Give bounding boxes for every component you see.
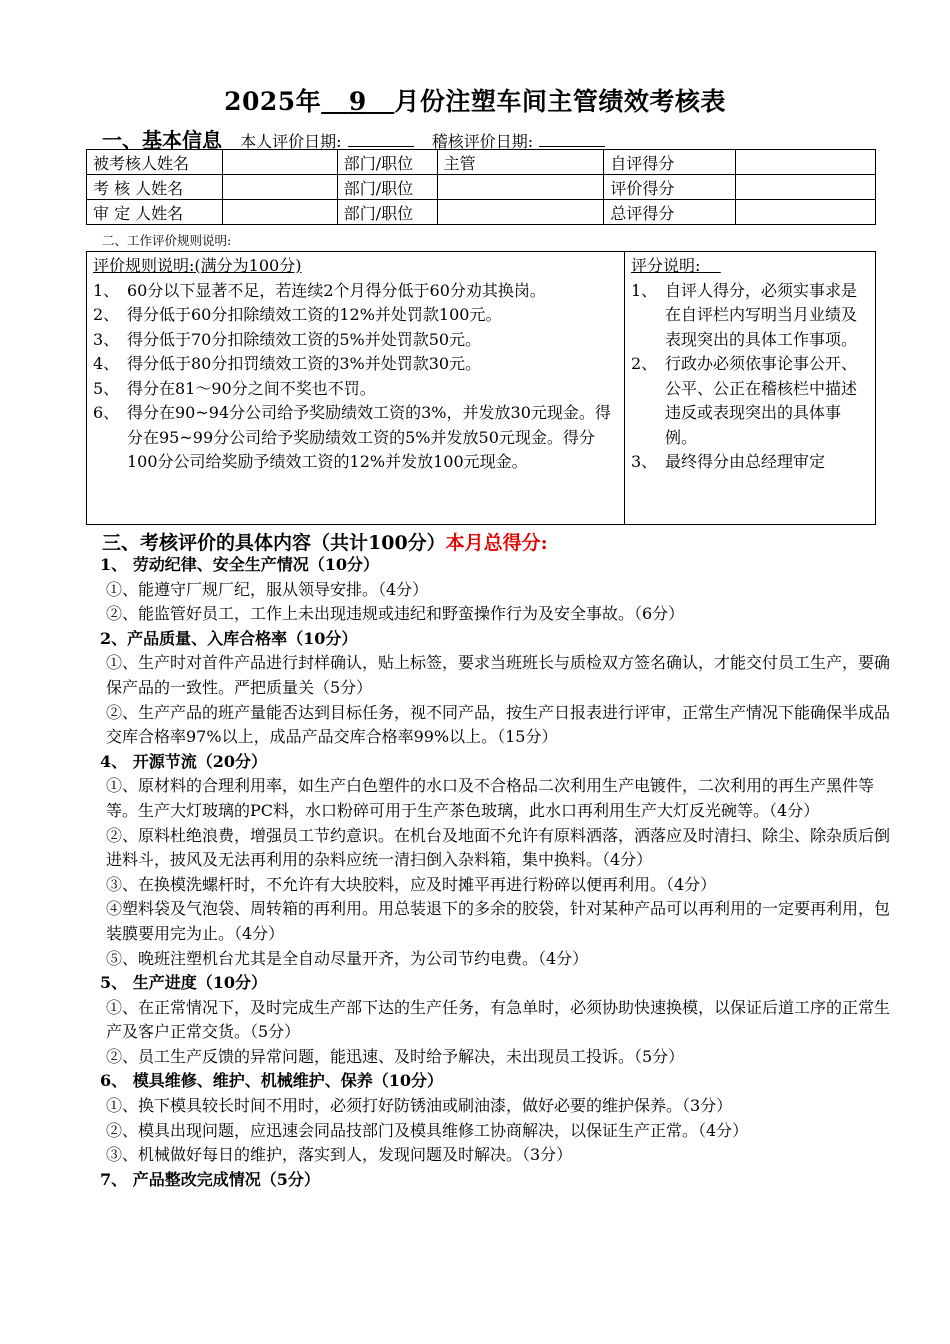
table-cell <box>736 150 876 175</box>
list-item <box>631 279 869 353</box>
title-prefix: 2025年 <box>224 87 322 116</box>
list-item-number: 2、 <box>93 305 120 324</box>
rules-title-row <box>93 254 618 279</box>
criteria-item: ④塑料袋及气泡袋、周转箱的再利用。用总装退下的多余的胶袋，针对某种产品可以再利用的一定要再利用，包装膜要用完为止。（4分） <box>106 899 891 943</box>
table-cell <box>437 175 604 200</box>
section3-heading: 三、考核评价的具体内容（共计100分） <box>102 532 446 554</box>
table-cell: 部门/职位 <box>337 150 437 175</box>
criteria-item: ①、能遵守厂规厂纪，服从领导安排。（4分） <box>106 579 429 599</box>
list-item <box>93 352 618 377</box>
list-item-text: 最终得分由总经理审定 <box>665 452 826 471</box>
table-cell <box>736 200 876 225</box>
criteria-item: ①、生产时对首件产品进行封样确认，贴上标签，要求当班班长与质检双方签名确认，才能交付员工生产，要确保产品的一致性。严把质量关（5分） <box>106 653 891 697</box>
list-item-text: 自评人得分，必须实事求是在自评栏内写明当月业绩及表现突出的具体工作事项。 <box>665 280 858 349</box>
list-item-number: 1、 <box>631 280 658 300</box>
list-item-text: 得分低于60分扣除绩效工资的12%并处罚款100元。 <box>127 305 502 324</box>
table-cell: 评价得分 <box>604 175 736 200</box>
criteria-heading: 1、 劳动纪律、安全生产情况（10分） <box>100 555 379 574</box>
table-cell: 自评得分 <box>604 150 736 175</box>
list-item-text: 行政办必须依事论事公开、公平、公正在稽核栏中描述违反或表现突出的具体事例。 <box>665 354 858 447</box>
list-item-text: 得分在90~94分公司给予奖励绩效工资的3%，并发放30元现金。得分在95~99分公司给予奖励绩效工资的5%并发放50元现金。得分100分公司给奖励予绩效工资的12%并发放100元现金。 <box>127 403 611 471</box>
scoring-title: 评分说明: <box>631 256 701 275</box>
list-item <box>93 328 618 353</box>
list-item-number: 5、 <box>93 378 120 398</box>
criteria-item: ②、生产产品的班产量能否达到目标任务，视不同产品，按生产日报表进行评审，正常生产情况下能确保半成品交库合格率97%以上，成品产品交库合格率99%以上。（15分） <box>106 702 891 747</box>
table-cell: 部门/职位 <box>337 175 437 200</box>
list-item <box>631 352 869 450</box>
table-cell: 考 核 人姓名 <box>87 175 223 200</box>
list-item-text: 得分在81～90分之间不奖也不罚。 <box>127 378 376 398</box>
criteria-item: ②、能监管好员工，工作上未出现违规或违纪和野蛮操作行为及安全事故。（6分） <box>106 604 685 624</box>
criteria-heading: 6、 模具维修、维护、机械维护、保养（10分） <box>100 1071 443 1091</box>
section3-heading-row <box>102 528 548 555</box>
audit-eval-date-label: 稽核评价日期: <box>431 132 534 151</box>
criteria-heading: 2、产品质量、入库合格率（10分） <box>100 628 358 648</box>
basic-info-table <box>86 149 876 225</box>
criteria-heading: 5、 生产进度（10分） <box>100 973 267 993</box>
list-item-number: 1、 <box>93 280 120 300</box>
criteria-item: ①、换下模具较长时间不用时，必须打好防锈油或刷油漆，做好必要的维护保养。（3分） <box>106 1096 733 1116</box>
self-eval-date-blank <box>348 132 414 147</box>
monthly-total-score-label: 本月总得分: <box>445 532 548 554</box>
list-item <box>93 303 618 328</box>
list-item-number: 6、 <box>93 403 120 422</box>
list-item-number: 4、 <box>93 354 120 373</box>
table-row <box>87 150 876 175</box>
criteria-item: ③、在换模洗螺杆时，不允许有大块胶料，应及时摊平再进行粉碎以便再利用。（4分） <box>106 874 717 894</box>
criteria-heading: 7、 产品整改完成情况（5分） <box>100 1169 320 1189</box>
list-item-text: 得分低于70分扣除绩效工资的5%并处罚款50元。 <box>127 329 482 349</box>
rules-heading: 二、工作评价规则说明: <box>102 233 232 248</box>
list-item <box>93 401 618 475</box>
table-cell: 总评得分 <box>604 200 736 225</box>
table-cell <box>222 200 337 225</box>
list-item <box>93 377 618 402</box>
table-cell: 主管 <box>437 150 604 175</box>
evaluation-content <box>100 553 892 1192</box>
table-cell: 部门/职位 <box>337 200 437 225</box>
criteria-item: ①、原材料的合理利用率，如生产白色塑件的水口及不合格品二次利用生产电镀件，二次利用的再生产黑件等等。生产大灯玻璃的PC料，水口粉碎可用于生产茶色玻璃，此水口再利用生产大灯反光碗等。（4分） <box>106 776 875 820</box>
self-eval-date-label: 本人评价日期: <box>240 132 342 151</box>
title-suffix: 月份注塑车间主管绩效考核表 <box>394 87 726 116</box>
criteria-item: ⑤、晚班注塑机台尤其是全自动尽量开齐，为公司节约电费。（4分） <box>106 948 589 968</box>
list-item-text: 得分低于80分扣罚绩效工资的3%并处罚款30元。 <box>127 354 482 373</box>
list-item-number: 2、 <box>631 354 658 373</box>
scoring-panel <box>625 252 875 524</box>
table-cell <box>736 175 876 200</box>
criteria-item: ③、机械做好每日的维护，落实到人，发现问题及时解决。（3分） <box>106 1145 573 1165</box>
list-item-number: 3、 <box>631 452 658 471</box>
rules-title: 评价规则说明:(满分为100分) <box>93 256 302 275</box>
list-item-text: 60分以下显著不足，若连续2个月得分低于60分劝其换岗。 <box>127 280 546 300</box>
criteria-item: ②、原料杜绝浪费，增强员工节约意识。在机台及地面不允许有原料洒落，洒落应及时清扫、除尘、除杂质后倒进料斗，披风及无法再利用的杂料应统一清扫倒入杂料箱，集中换料。（4分） <box>106 825 891 870</box>
table-cell: 被考核人姓名 <box>87 150 223 175</box>
rules-list <box>93 279 618 475</box>
title-month: 9 <box>348 87 367 116</box>
criteria-item: ②、模具出现问题，应迅速会同品技部门及模具维修工协商解决，以保证生产正常。（4分） <box>106 1120 749 1140</box>
table-cell <box>222 150 337 175</box>
criteria-heading: 4、 开源节流（20分） <box>100 751 267 771</box>
table-row <box>87 175 876 200</box>
rules-box <box>86 251 876 525</box>
list-item <box>93 279 618 304</box>
list-item <box>631 450 869 475</box>
table-row <box>87 200 876 225</box>
rules-panel <box>87 252 625 524</box>
criteria-item: ①、在正常情况下，及时完成生产部下达的生产任务，有急单时，必须协助快速换模，以保证后道工序的正常生产及客户正常交货。（5分） <box>106 997 891 1042</box>
audit-eval-date-blank <box>539 132 605 147</box>
table-cell: 审 定 人姓名 <box>87 200 223 225</box>
criteria-item: ②、员工生产反馈的异常问题，能迅速、及时给予解决，未出现员工投诉。（5分） <box>106 1046 685 1066</box>
basic-info-heading: 一、基本信息 <box>102 128 222 152</box>
document-title <box>0 82 950 118</box>
scoring-list <box>631 279 869 475</box>
table-cell <box>222 175 337 200</box>
list-item-number: 3、 <box>93 329 120 349</box>
table-cell <box>437 200 604 225</box>
